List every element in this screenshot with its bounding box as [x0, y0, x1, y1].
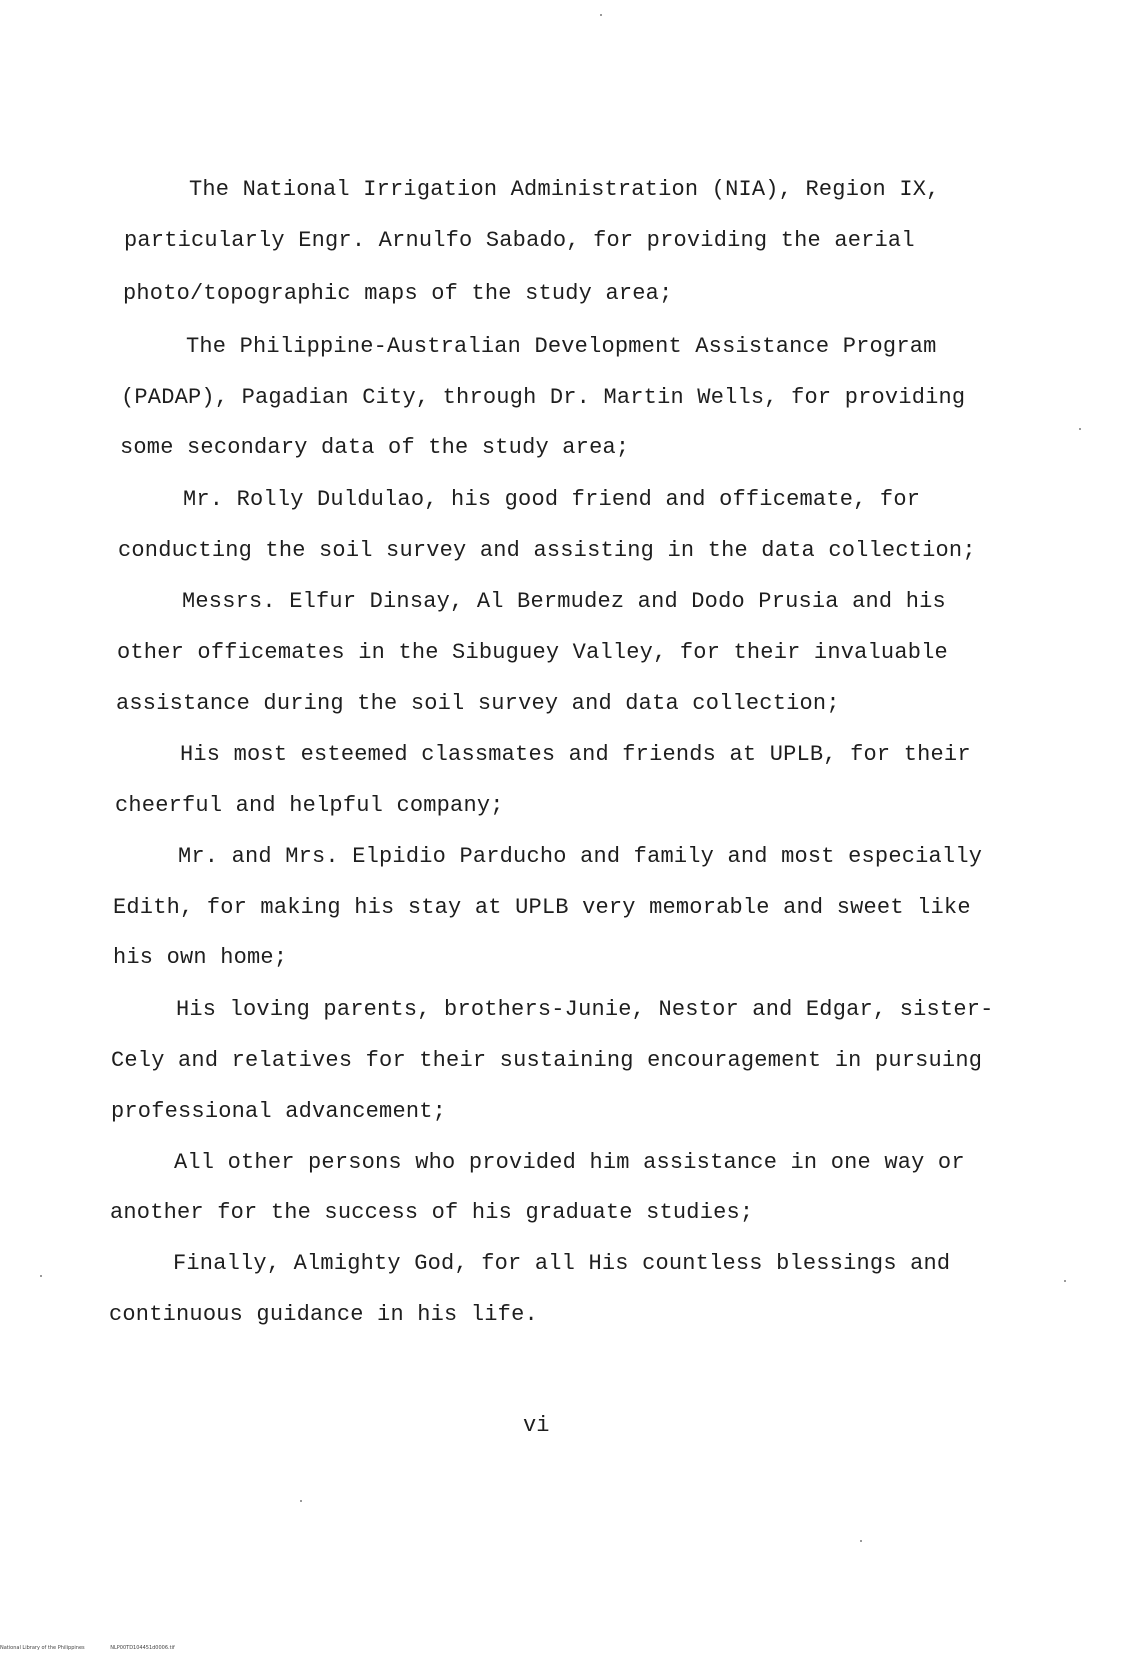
- scan-speck: [40, 1275, 42, 1277]
- text-line: All other persons who provided him assistance in one way or: [174, 1150, 965, 1175]
- scan-speck: [860, 1540, 862, 1542]
- text-line: Edith, for making his stay at UPLB very memorable and sweet like: [113, 895, 971, 920]
- scan-footer: [0, 1645, 199, 1651]
- text-line: another for the success of his graduate studies;: [110, 1200, 754, 1225]
- text-line: Finally, Almighty God, for all His countless blessings and: [173, 1251, 951, 1276]
- text-line: (PADAP), Pagadian City, through Dr. Martin Wells, for providing: [121, 385, 966, 410]
- text-line: Messrs. Elfur Dinsay, Al Bermudez and Dodo Prusia and his: [182, 589, 946, 614]
- page-number: vi: [523, 1413, 550, 1438]
- text-line: Mr. Rolly Duldulao, his good friend and officemate, for: [183, 487, 921, 512]
- scan-speck: [1079, 428, 1081, 430]
- text-line: some secondary data of the study area;: [120, 435, 630, 460]
- text-line: The National Irrigation Administration (NIA), Region IX,: [189, 177, 940, 202]
- footer-code: NLP00TD104451d0006.tif: [110, 1645, 175, 1651]
- text-line: his own home;: [113, 945, 288, 970]
- text-line: conducting the soil survey and assisting in the data collection;: [118, 538, 976, 563]
- scan-speck: [600, 14, 602, 16]
- text-line: photo/topographic maps of the study area;: [123, 281, 673, 306]
- text-line: Cely and relatives for their sustaining encouragement in pursuing: [111, 1048, 983, 1073]
- text-line: other officemates in the Sibuguey Valley, for their invaluable: [117, 640, 948, 665]
- scan-speck: [300, 1500, 302, 1502]
- text-line: His loving parents, brothers-Junie, Nestor and Edgar, sister-: [176, 997, 994, 1022]
- footer-library: National Library of the Philippines: [0, 1645, 85, 1651]
- text-line: assistance during the soil survey and data collection;: [116, 691, 840, 716]
- text-line: His most esteemed classmates and friends at UPLB, for their: [180, 742, 971, 767]
- text-line: particularly Engr. Arnulfo Sabado, for providing the aerial: [124, 228, 915, 253]
- text-line: Mr. and Mrs. Elpidio Parducho and family and most especially: [178, 844, 983, 869]
- scan-speck: [1064, 1280, 1066, 1282]
- text-line: cheerful and helpful company;: [115, 793, 504, 818]
- text-line: continuous guidance in his life.: [109, 1302, 538, 1327]
- text-line: The Philippine-Australian Development Assistance Program: [186, 334, 937, 359]
- text-line: professional advancement;: [111, 1099, 447, 1124]
